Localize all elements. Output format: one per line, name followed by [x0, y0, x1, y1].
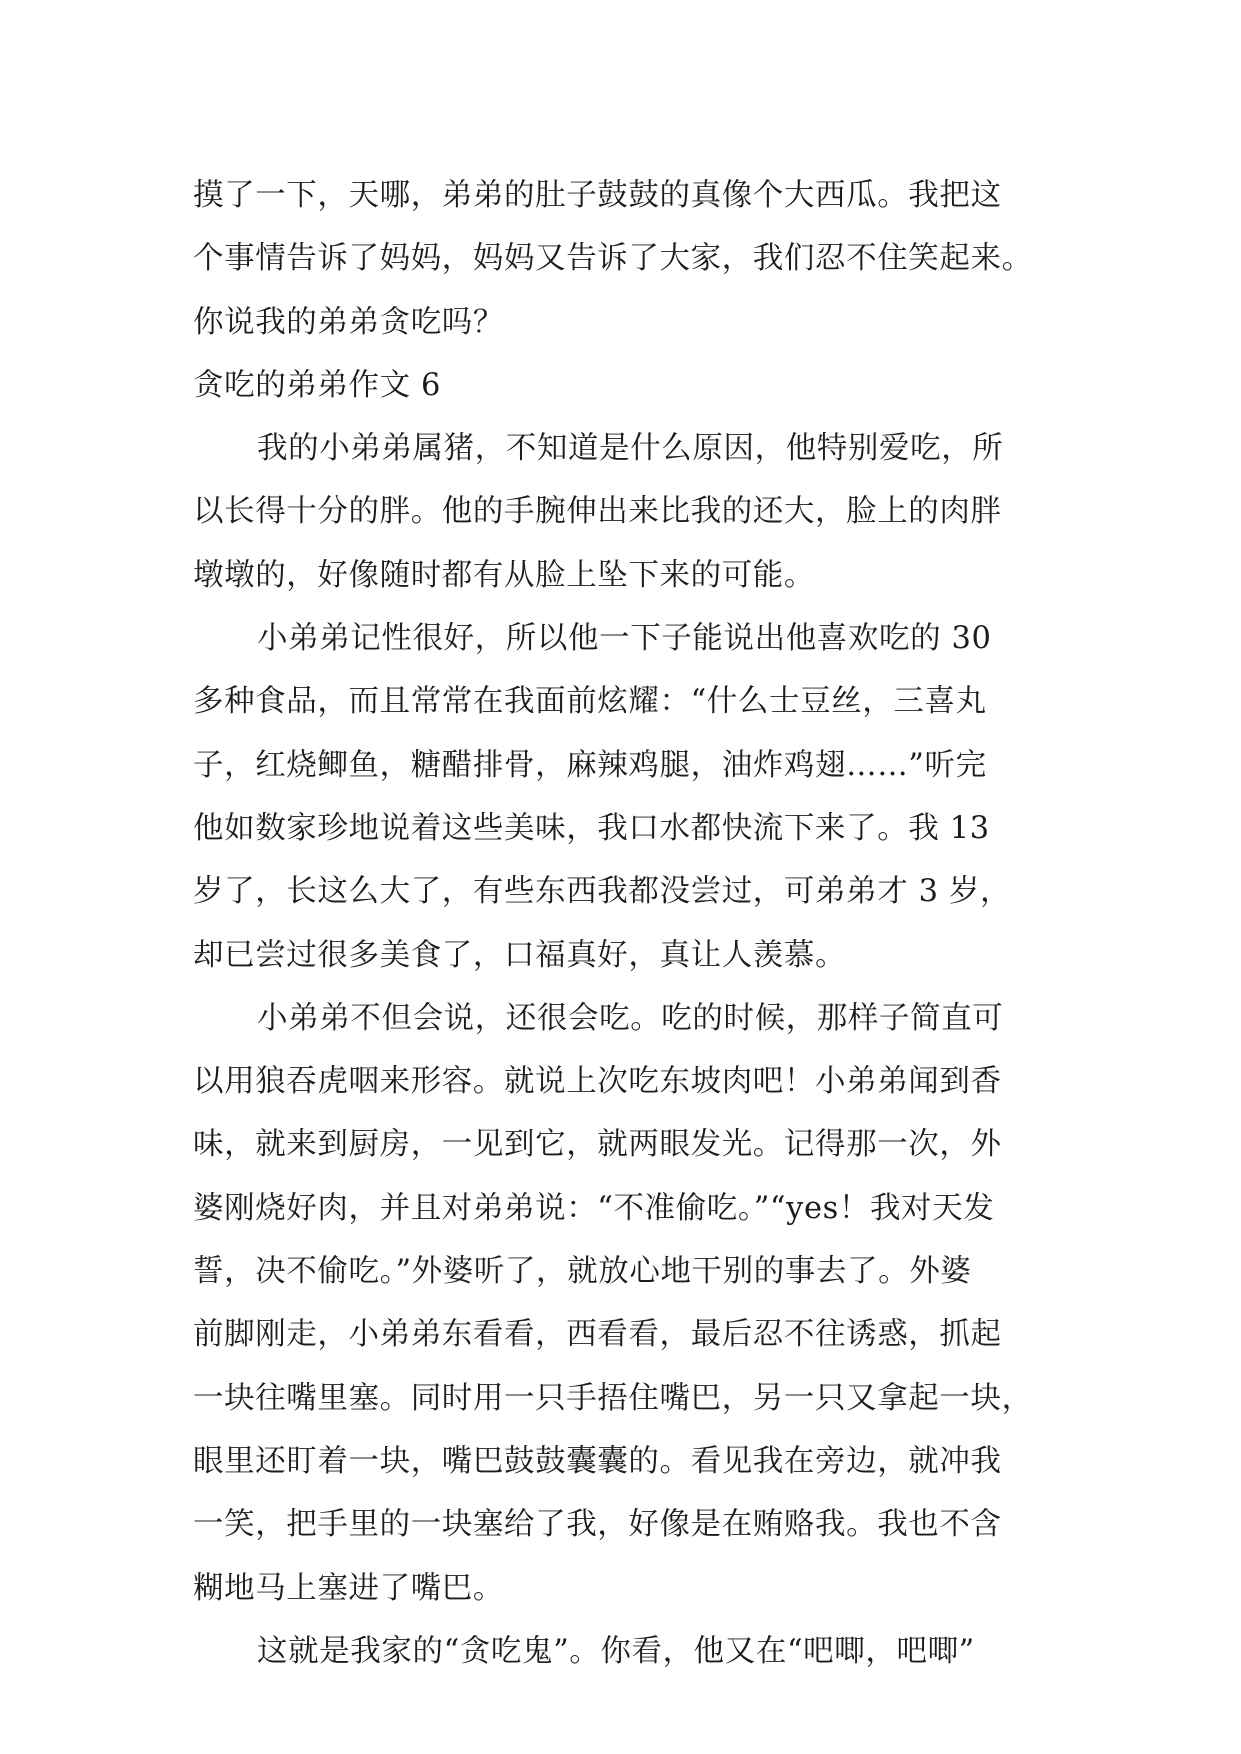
text-line: 味，就来到厨房，一见到它，就两眼发光。记得那一次，外: [193, 1127, 1002, 1163]
section-heading: 贪吃的弟弟作文 6: [193, 367, 441, 403]
text-line: 以长得十分的胖。他的手腕伸出来比我的还大，脸上的肉胖: [193, 494, 1002, 530]
text-line: 多种食品，而且常常在我面前炫耀：“什么士豆丝，三喜丸: [193, 684, 987, 720]
text-line: 小弟弟记性很好，所以他一下子能说出他喜欢吃的 30: [257, 621, 992, 657]
text-line: 墩墩的，好像随时都有从脸上坠下来的可能。: [193, 557, 815, 593]
text-line: 誓，决不偷吃。”外婆听了，就放心地干别的事去了。外婆: [193, 1254, 972, 1290]
text-line: 这就是我家的“贪吃鬼”。你看，他又在“吧唧，吧唧”: [257, 1633, 975, 1669]
text-line: 摸了一下，天哪，弟弟的肚子鼓鼓的真像个大西瓜。我把这: [193, 178, 1002, 213]
text-line: 眼里还盯着一块，嘴巴鼓鼓囊囊的。看见我在旁边，就冲我: [193, 1443, 1002, 1479]
text-line: 岁了，长这么大了，有些东西我都没尝过，可弟弟才 3 岁，: [193, 874, 1012, 910]
text-line: 子，红烧鲫鱼，糖醋排骨，麻辣鸡腿，油炸鸡翅……”听完: [193, 747, 987, 783]
text-line: 他如数家珍地说着这些美味，我口水都快流下来了。我 13: [193, 810, 990, 846]
document-body: [193, 164, 1073, 1683]
text-line: 一笑，把手里的一块塞给了我，好像是在贿赂我。我也不含: [193, 1507, 1002, 1543]
text-line: 以用狼吞虎咽来形容。就说上次吃东坡肉吧！小弟弟闻到香: [193, 1064, 1002, 1100]
text-line: 却已尝过很多美食了，口福真好，真让人羡慕。: [193, 937, 847, 973]
text-line: 糊地马上塞进了嘴巴。: [193, 1570, 504, 1606]
text-line: 小弟弟不但会说，还很会吃。吃的时候，那样子简直可: [257, 1000, 1004, 1036]
text-line: 婆刚烧好肉，并且对弟弟说：“不准偷吃。”“yes！我对天发: [193, 1190, 995, 1226]
text-line: 个事情告诉了妈妈，妈妈又告诉了大家，我们忍不住笑起来。: [193, 241, 1033, 277]
text-line: 一块往嘴里塞。同时用一只手捂住嘴巴，另一只又拿起一块，: [193, 1380, 1033, 1416]
text-line: 前脚刚走，小弟弟东看看，西看看，最后忍不往诱惑，抓起: [193, 1317, 1002, 1353]
text-line: 我的小弟弟属猪，不知道是什么原因，他特别爱吃，所: [257, 431, 1004, 467]
text-line: 你说我的弟弟贪吃吗？: [193, 304, 504, 340]
